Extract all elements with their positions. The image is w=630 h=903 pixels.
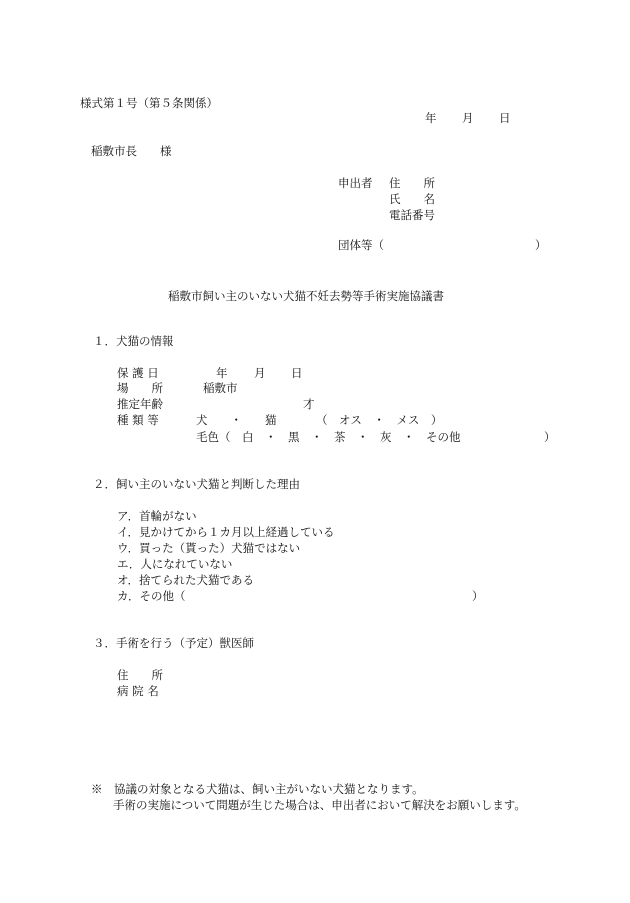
form-number: 様式第１号（第５条関係） xyxy=(80,96,218,110)
note-line-1: ※ 協議の対象となる犬猫は、飼い主がいない犬猫となります。 xyxy=(91,782,424,796)
protect-year: 年 xyxy=(216,366,228,380)
color-options: 毛色（ 白 ・ 黒 ・ 茶 ・ 灰 ・ その他 xyxy=(196,430,461,444)
age-unit: 才 xyxy=(303,397,315,411)
reason-item-other: カ．その他（ xyxy=(117,589,186,603)
reason-item: ウ．買った（貰った）犬猫ではない xyxy=(117,541,301,555)
date-year: 年 xyxy=(425,111,437,125)
reason-item: オ．捨てられた犬猫である xyxy=(117,573,254,587)
note-line-2: 手術の実施について問題が生じた場合は、申出者において解決をお願いします。 xyxy=(113,798,526,812)
group-label: 団体等（ xyxy=(338,238,384,252)
reason-other-close: ） xyxy=(472,589,484,603)
age-label: 推定年齢 xyxy=(117,397,163,411)
date-month: 月 xyxy=(462,111,474,125)
date-day: 日 xyxy=(499,111,511,125)
reason-item: ア．首輪がない xyxy=(117,509,197,523)
vet-hospital-label: 病 院 名 xyxy=(117,684,159,698)
applicant-label: 申出者 xyxy=(338,176,373,190)
applicant-address-label: 住 所 xyxy=(389,176,435,190)
applicant-name-label: 氏 名 xyxy=(389,192,435,206)
protect-day: 日 xyxy=(291,366,303,380)
place-value: 稲敷市 xyxy=(203,381,238,395)
reason-item: エ．人になれていない xyxy=(117,557,233,571)
section1-heading: １．犬猫の情報 xyxy=(93,334,174,348)
type-options: 犬 ・ 猫 xyxy=(196,413,277,427)
section3-heading: ３．手術を行う（予定）獣医師 xyxy=(93,636,254,650)
addressee: 稲敷市長 様 xyxy=(91,144,172,158)
applicant-phone-label: 電話番号 xyxy=(389,208,435,222)
place-label: 場 所 xyxy=(117,381,163,395)
section2-heading: ２．飼い主のいない犬猫と判断した理由 xyxy=(93,477,300,491)
vet-address-label: 住 所 xyxy=(117,668,163,682)
protect-month: 月 xyxy=(254,366,266,380)
type-label: 種 類 等 xyxy=(117,413,159,427)
protect-date-label: 保 護 日 xyxy=(117,366,159,380)
document-title: 稲敷市飼い主のいない犬猫不妊去勢等手術実施協議書 xyxy=(168,289,444,303)
sex-options: （ オス ・ メス ） xyxy=(316,413,443,427)
color-close: ） xyxy=(544,430,556,444)
group-close: ） xyxy=(535,238,547,252)
reason-item: イ．見かけてから１カ月以上経過している xyxy=(117,525,335,539)
